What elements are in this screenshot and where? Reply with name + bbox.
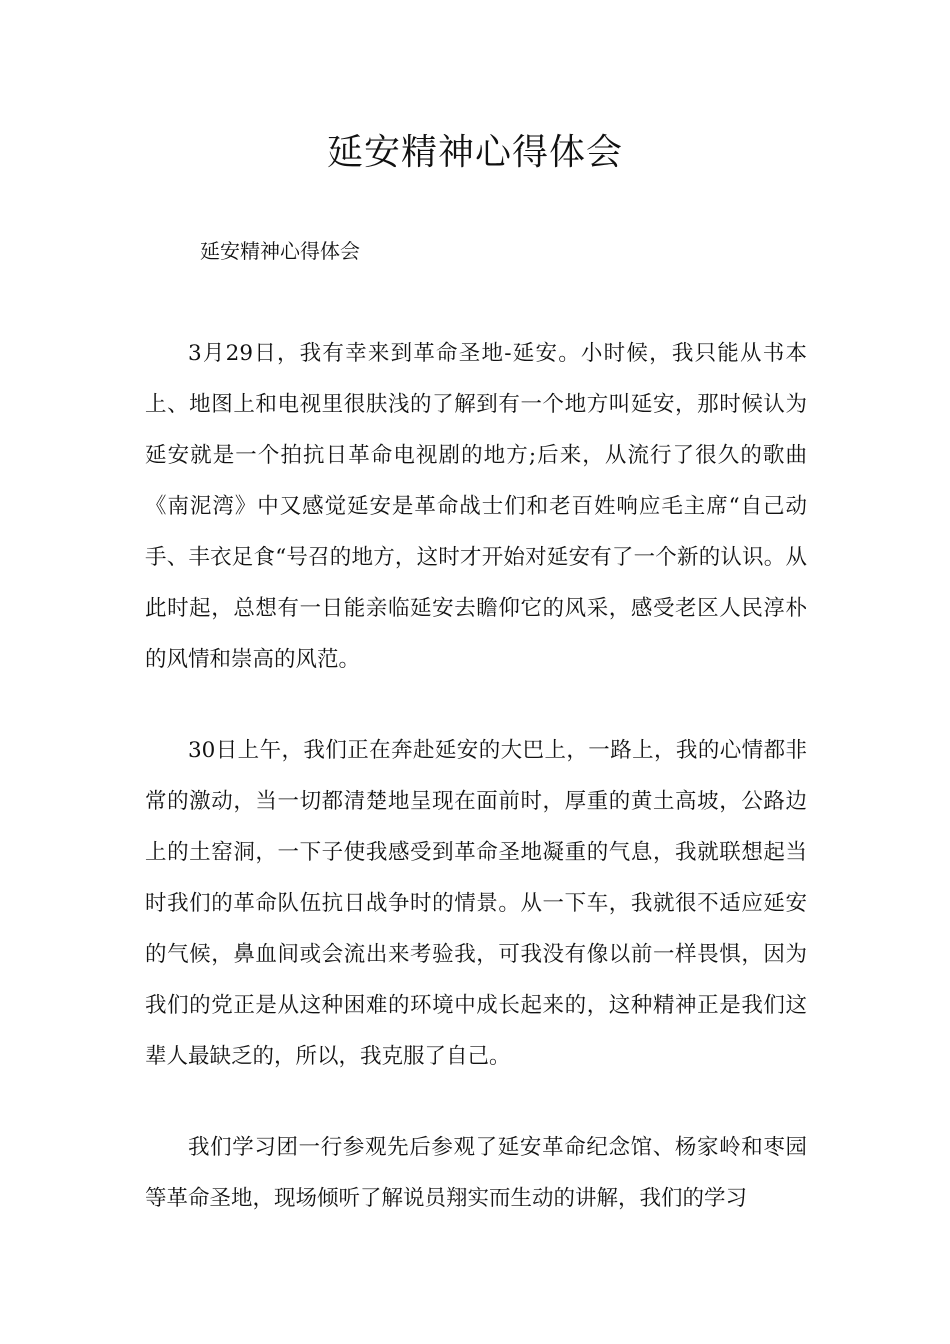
paragraph-3: 我们学习团一行参观先后参观了延安革命纪念馆、杨家岭和枣园等革命圣地，现场倾听了解说员翔实而生动的讲解，我们的学习 [145, 1135, 807, 1211]
document-title: 延安精神心得体会 [326, 132, 623, 173]
paragraph-2: 30日上午，我们正在奔赴延安的大巴上，一路上，我的心情都非常的激动，当一切都清楚地呈现在面前时，厚重的黄土高坡，公路边上的土窑洞，一下子使我感受到革命圣地凝重的气息，我就联想起当时我们的革命队伍抗日战争时的情景。从一下车，我就很不适应延安的气候，鼻血间或会流出来考验我，可我没有像以前一样畏惧，因为我们的党正是从这种困难的环境中成长起来的，这种精神正是我们这辈人最缺乏的，所以，我克服了自己。 [145, 738, 807, 1069]
document-subtitle: 延安精神心得体会 [200, 239, 360, 263]
paragraph-1: 3月29日，我有幸来到革命圣地-延安。小时候，我只能从书本上、地图上和电视里很肤浅的了解到有一个地方叫延安，那时候认为延安就是一个拍抗日革命电视剧的地方;后来，从流行了很久的歌曲《南泥湾》中又感觉延安是革命战士们和老百姓响应毛主席“自己动手、丰衣足食“号召的地方，这时才开始对延安有了一个新的认识。从此时起，总想有一日能亲临延安去瞻仰它的风采，感受老区人民淳朴的风情和崇高的风范。 [145, 341, 807, 672]
